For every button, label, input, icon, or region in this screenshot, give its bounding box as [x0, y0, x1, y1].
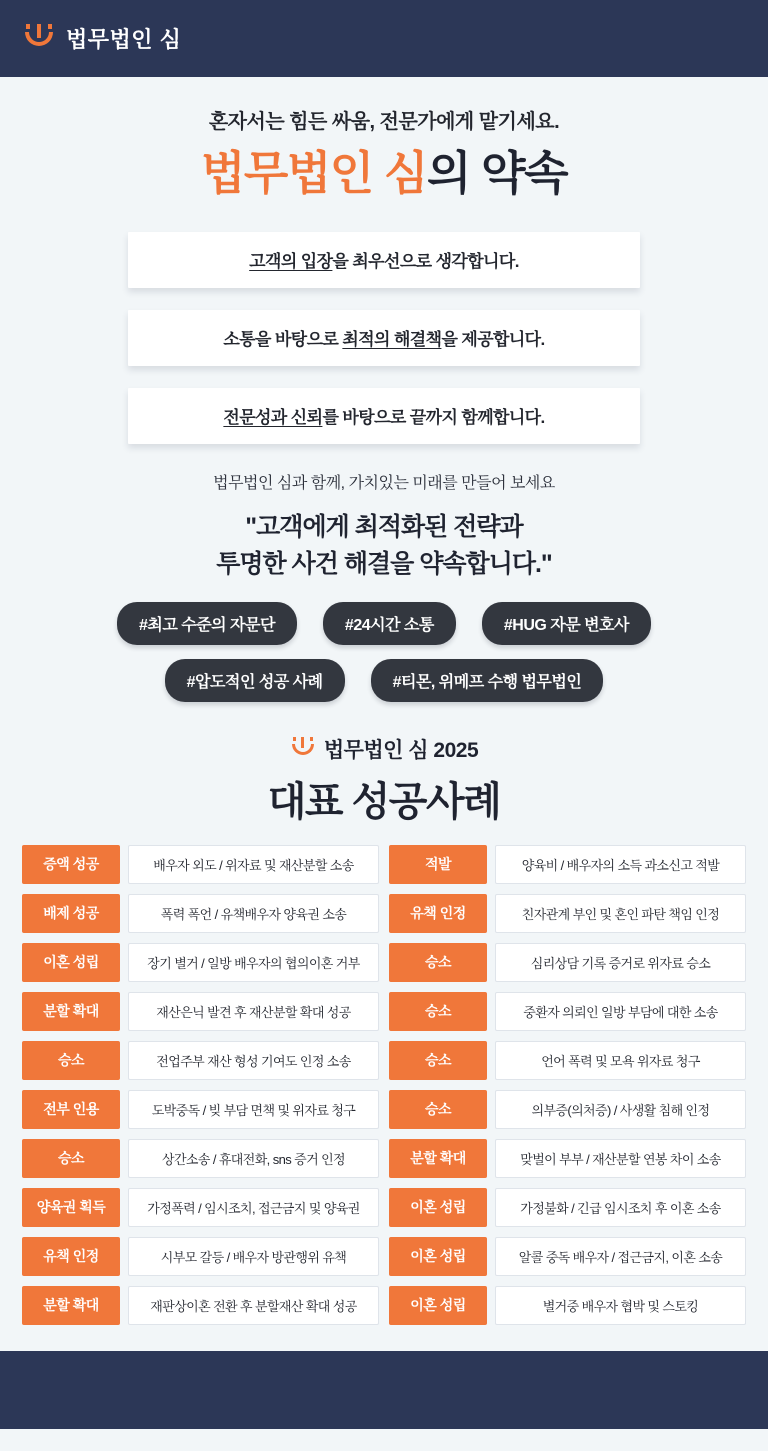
promise-2-rest: 을 제공합니다.: [441, 330, 545, 350]
hero-subtitle: 혼자서는 힘든 싸움, 전문가에게 맡기세요.: [208, 111, 560, 133]
case-row: [22, 1188, 379, 1227]
cases-brand: [0, 734, 768, 764]
case-tag: 승소: [22, 1041, 120, 1080]
brand-name: 법무법인 심: [66, 27, 182, 52]
case-description: 맞벌이 부부 / 재산분할 연봉 차이 소송: [495, 1139, 746, 1178]
case-tag: 분할 확대: [22, 1286, 120, 1325]
page-title: [0, 148, 768, 200]
case-tag: 배제 성공: [22, 894, 120, 933]
tag-item[interactable]: #티몬, 위메프 수행 법무법인: [371, 659, 604, 702]
case-row: [389, 894, 746, 933]
message-section: [0, 470, 768, 584]
case-row: [22, 1041, 379, 1080]
case-row: [22, 894, 379, 933]
case-description: 가정폭력 / 임시조치, 접근금지 및 양육권: [128, 1188, 379, 1227]
case-row: [389, 1139, 746, 1178]
hero-title-rest: 의 약속: [426, 147, 568, 199]
case-row: [389, 1237, 746, 1276]
case-tag: 승소: [389, 992, 487, 1031]
case-tag: 이혼 성립: [389, 1188, 487, 1227]
tag-item[interactable]: #24시간 소통: [323, 602, 456, 645]
case-tag: 분할 확대: [22, 992, 120, 1031]
case-description: 상간소송 / 휴대전화, sns 증거 인정: [128, 1139, 379, 1178]
case-row: [389, 1090, 746, 1129]
case-row: [389, 943, 746, 982]
hero-title-accent: 법무법인 심: [200, 147, 427, 199]
case-description: 알콜 중독 배우자 / 접근금지, 이혼 소송: [495, 1237, 746, 1276]
case-row: [389, 1286, 746, 1325]
case-description: 시부모 갈등 / 배우자 방관행위 유책: [128, 1237, 379, 1276]
promise-text-3: [223, 403, 544, 428]
case-tag: 승소: [389, 943, 487, 982]
case-row: [22, 1237, 379, 1276]
case-tag: 이혼 성립: [389, 1237, 487, 1276]
promise-3-rest: 를 바탕으로 끝까지 함께합니다.: [322, 408, 545, 428]
promise-card-1: [128, 232, 640, 288]
case-row: [22, 1139, 379, 1178]
case-description: 폭력 폭언 / 유책배우자 양육권 소송: [128, 894, 379, 933]
case-grid: [14, 845, 754, 1325]
case-row: [22, 943, 379, 982]
case-tag: 양육권 획득: [22, 1188, 120, 1227]
case-description: 장기 별거 / 일방 배우자의 협의이혼 거부: [128, 943, 379, 982]
case-tag: 유책 인정: [389, 894, 487, 933]
case-row: [389, 1188, 746, 1227]
case-description: 재산은닉 발견 후 재산분할 확대 성공: [128, 992, 379, 1031]
message-lead: 법무법인 심과 함께, 가치있는 미래를 만들어 보세요: [213, 474, 555, 492]
case-description: 친자관계 부인 및 혼인 파탄 책임 인정: [495, 894, 746, 933]
case-tag: 유책 인정: [22, 1237, 120, 1276]
case-row: [389, 845, 746, 884]
case-description: 중환자 의뢰인 일방 부담에 대한 소송: [495, 992, 746, 1031]
case-description: 가정불화 / 긴급 임시조치 후 이혼 소송: [495, 1188, 746, 1227]
case-description: 재판상이혼 전환 후 분할재산 확대 성공: [128, 1286, 379, 1325]
case-tag: 승소: [22, 1139, 120, 1178]
tag-item[interactable]: #HUG 자문 변호사: [482, 602, 651, 645]
promise-2-highlight: 최적의 해결책: [342, 330, 442, 350]
site-header: [0, 0, 768, 77]
cases-brand-text: 법무법인 심 2025: [323, 738, 479, 762]
case-row: [22, 992, 379, 1031]
case-tag: 이혼 성립: [22, 943, 120, 982]
case-tag: 승소: [389, 1090, 487, 1129]
case-description: 양육비 / 배우자의 소득 과소신고 적발: [495, 845, 746, 884]
hero-section: [0, 77, 768, 206]
promise-2-lead: 소통을 바탕으로: [223, 330, 343, 350]
case-tag: 전부 인용: [22, 1090, 120, 1129]
scales-cup-icon: [22, 22, 56, 56]
case-description: 별거중 배우자 협박 및 스토킹: [495, 1286, 746, 1325]
case-description: 심리상담 기록 증거로 위자료 승소: [495, 943, 746, 982]
case-description: 배우자 외도 / 위자료 및 재산분할 소송: [128, 845, 379, 884]
page-footer: [0, 1351, 768, 1429]
promise-card-2: [128, 310, 640, 366]
promise-1-highlight: 고객의 입장: [249, 252, 333, 272]
case-row: [22, 1286, 379, 1325]
case-tag: 증액 성공: [22, 845, 120, 884]
case-tag: 분할 확대: [389, 1139, 487, 1178]
case-row: [389, 992, 746, 1031]
case-description: 언어 폭력 및 모욕 위자료 청구: [495, 1041, 746, 1080]
promise-card-3: [128, 388, 640, 444]
cases-title: 대표 성공사례: [267, 779, 501, 824]
case-description: 도박중독 / 빚 부담 면책 및 위자료 청구: [128, 1090, 379, 1129]
promise-list: [128, 232, 640, 444]
tag-list: [0, 602, 768, 702]
promise-text-1: [249, 247, 519, 272]
case-tag: 적발: [389, 845, 487, 884]
case-tag: 이혼 성립: [389, 1286, 487, 1325]
promise-text-2: [223, 325, 544, 350]
case-description: 의부증(의처증) / 사생활 침해 인정: [495, 1090, 746, 1129]
case-description: 전업주부 재산 형성 기여도 인정 소송: [128, 1041, 379, 1080]
case-row: [22, 1090, 379, 1129]
message-quote-line-1: "고객에게 최적화된 전략과: [245, 512, 523, 541]
promise-3-highlight: 전문성과 신뢰: [223, 408, 323, 428]
tag-item[interactable]: #압도적인 성공 사례: [165, 659, 345, 702]
case-row: [22, 845, 379, 884]
case-tag: 승소: [389, 1041, 487, 1080]
scales-cup-icon: [290, 736, 316, 762]
promise-1-rest: 을 최우선으로 생각합니다.: [332, 252, 519, 272]
case-row: [389, 1041, 746, 1080]
cases-heading: [0, 734, 768, 827]
tag-item[interactable]: #최고 수준의 자문단: [117, 602, 297, 645]
message-quote-line-2: 투명한 사건 해결을 약속합니다.": [216, 550, 552, 579]
message-quote: [0, 509, 768, 584]
